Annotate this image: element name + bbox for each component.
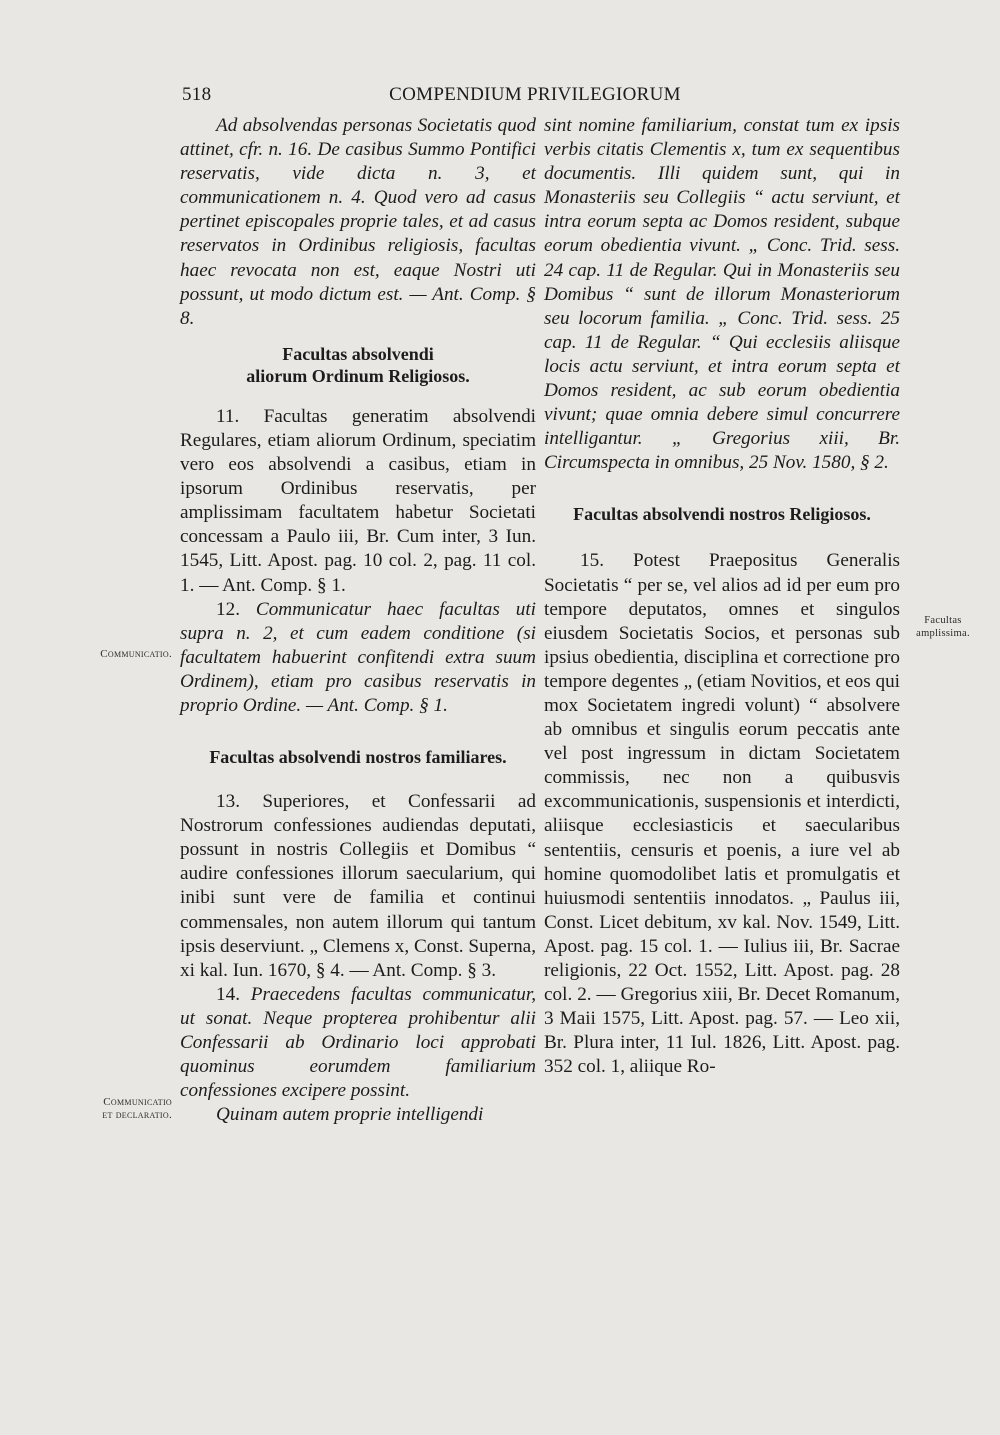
section-heading-religiosos: Facultas absolvendi nostros Religiosos.: [573, 504, 871, 525]
paragraph-intro: Ad absolvendas personas Societatis quod attinet, cfr. n. 16. De casibus Summo Pontifici reservatis, vide dicta n. 3, et communicationem n. 4. Quod vero ad casus pertinet episcopales proprie tales, et ad casus reservatos in Ordinibus religiosis, facultas haec revocata non est, eaque Nostri uti possunt, ut modo dictum est. — Ant. Comp. § 8.: [180, 115, 536, 329]
margin-note-communicatio: [68, 648, 172, 661]
left-column: [180, 114, 536, 1127]
paragraph-12: [180, 598, 536, 718]
page-number: 518: [182, 84, 212, 105]
paragraph-continuation: sint nomine familiarium, constat tum ex ipsis verbis citatis Clementis x, tum ex sequentibus documentis. Illi quidem sunt, qui in Monasteriis seu Collegiis “ actu serviunt, et intra eorum septa ac Domos resident, subque eorum obedientia vivunt. „ Conc. Trid. sess. 24 cap. 11 de Regular. Qui in Monasteriis seu Domibus “ sunt de illorum Monasteriorum seu locorum familia. „ Conc. Trid. sess. 25 cap. 11 de Regular. “ Qui ecclesiis aliisque locis actu serviunt, et intra eorum septa et Domos resident, ac sub eorum obedientia vivunt; quae omnia debere simul concurrere intelligantur. „ Gregorius xiii, Br. Circumspecta in omnibus, 25 Nov. 1580, § 2.: [544, 115, 900, 474]
paragraph-11: 11. Facultas generatim absolvendi Regulares, etiam aliorum Ordinum, speciatim vero eos absolvendi a casibus, etiam in ipsorum Ordinibus reservatis, per amplissimam facultatem habetur Societati concessam a Paulo iii, Br. Cum inter, 3 Iun. 1545, Litt. Apost. pag. 10 col. 2, pag. 11 col. 1. — Ant. Comp. § 1.: [180, 405, 536, 596]
margin-note-line-2: amplissima.: [916, 628, 970, 639]
paragraph-15: 15. Potest Praepositus Generalis Societatis “ per se, vel alios ad id per eum pro tempore deputatos, omnes et singulos eiusdem Societatis Socios, et personas sub ipsius obedientia, disciplina et correctione pro tempore degentes „ (etiam Novitios, et eos qui mox Societatem ingredi volunt) “ absolvere ab omnibus et singulis eorum peccatis ante vel post ingressum in dictam Societatem commissis, nec non a quibusvis excommunicationis, suspensionis et interdicti, aliisque ecclesiasticis et saecularibus sententiis, censuris et poenis, a iure vel ab homine quomodolibet latis et promulgatis et huiusmodi sententiis innodatos. „ Paulus iii, Const. Licet debitum, xv kal. Nov. 1549, Litt. Apost. pag. 15 col. 1. — Iulius iii, Br. Sacrae religionis, 22 Oct. 1552, Litt. Apost. pag. 28 col. 2. — Gregorius xiii, Br. Decet Romanum, 3 Maii 1575, Litt. Apost. pag. 57. — Leo xii, Br. Plura inter, 11 Iul. 1826, Litt. Apost. pag. 352 col. 1, aliique Ro-: [544, 550, 900, 1078]
heading-line-2: aliorum Ordinum Religiosos.: [246, 365, 470, 386]
paragraph-14-text: Praecedens facultas communicatur, ut sonat. Neque propterea prohibentur alii Confessarii ab Ordinario loci approbati quominus eorumdem familiarium confessiones excipere possint.: [180, 983, 536, 1102]
margin-note-communicatio-declaratio: [68, 1096, 172, 1122]
margin-note-text: Communicatio.: [100, 648, 172, 660]
section-heading-familiares: Facultas absolvendi nostros familiares.: [209, 747, 507, 768]
margin-note-line-2: et declaratio.: [102, 1109, 172, 1121]
right-column: [544, 114, 900, 1079]
paragraph-14: [180, 983, 536, 1103]
running-head: COMPENDIUM PRIVILEGIORUM: [389, 84, 681, 105]
section-heading-aliorum: [180, 343, 536, 387]
paragraph-14-continuation: Quinam autem proprie intelligendi: [216, 1104, 484, 1126]
heading-line-1: Facultas absolvendi: [282, 343, 434, 364]
paragraph-14-number: 14.: [216, 983, 240, 1005]
paragraph-12-text: Communicatur haec facultas uti supra n. 2, et cum eadem conditione (si facultatem habuerint confitendi extra suum Ordinem), etiam pro casibus reservatis in proprio Ordine. — Ant. Comp. § 1.: [180, 598, 537, 716]
paragraph-13: 13. Superiores, et Confessarii ad Nostrorum confessiones audiendas deputati, possunt in nostris Collegiis et Domibus “ audire confessiones illorum saecularium, qui inibi sunt vere de familia et continui commensales, non autem illorum qui tantum ipsis deserviunt. „ Clemens x, Const. Superna, xi kal. Iun. 1670, § 4. — Ant. Comp. § 3.: [180, 791, 536, 981]
page-header: [180, 84, 890, 110]
margin-note-line-1: Facultas: [924, 615, 962, 626]
paragraph-12-number: 12.: [216, 598, 240, 620]
margin-note-facultas-amplissima: [903, 614, 983, 640]
margin-note-line-1: Communicatio: [103, 1096, 172, 1108]
